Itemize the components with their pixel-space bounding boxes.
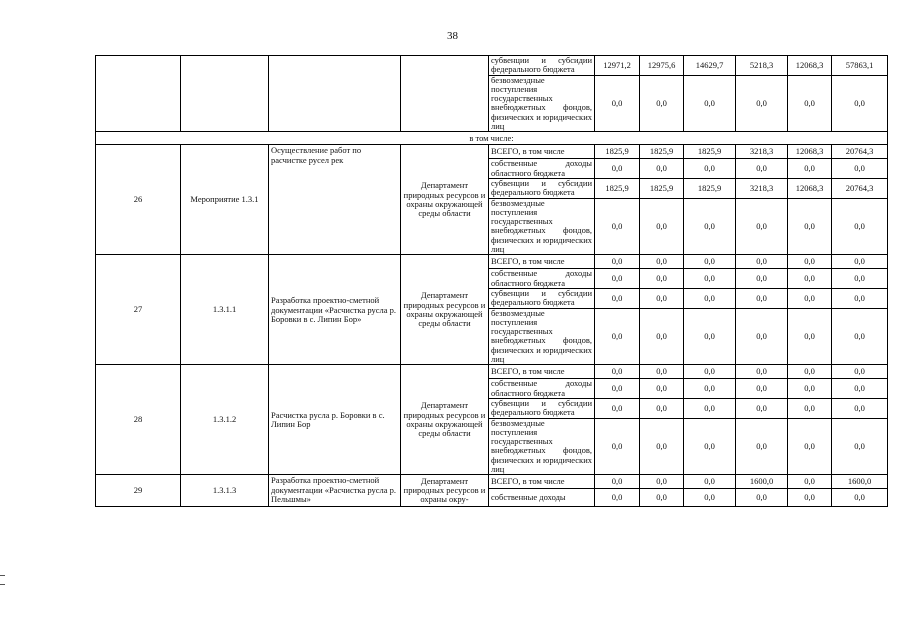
funding-source: собственные доходы областного бюджета (489, 379, 595, 399)
table-row (96, 475, 888, 489)
table-cell-value: 0,0 (640, 365, 684, 379)
table-cell-value: 12068,3 (788, 56, 832, 76)
item-department: Департамент природных ресурсов и охраны окружающей среды области (401, 145, 489, 255)
table-cell-value: 1825,9 (684, 178, 736, 198)
table-cell-value: 0,0 (832, 418, 888, 475)
table-cell-value: 0,0 (595, 255, 640, 269)
table-cell-value: 57863,1 (832, 56, 888, 76)
table-cell-value: 0,0 (595, 308, 640, 365)
edge-mark (0, 575, 5, 585)
item-department: Департамент природных ресурсов и охраны окружающей среды области (401, 365, 489, 475)
number-cell (96, 56, 181, 132)
table-cell-value: 1600,0 (736, 475, 788, 489)
table-cell-value: 0,0 (684, 398, 736, 418)
table-cell-value: 0,0 (684, 308, 736, 365)
table-cell-value: 0,0 (788, 255, 832, 269)
table-cell-value: 0,0 (640, 269, 684, 289)
table-cell-value: 0,0 (684, 288, 736, 308)
table-cell-value: 0,0 (788, 475, 832, 489)
funding-source: субвенции и субсидии федерального бюджета (489, 56, 595, 76)
table-cell-value: 0,0 (788, 198, 832, 255)
table-cell-value: 0,0 (684, 75, 736, 132)
table-row (96, 365, 888, 379)
table-cell-value: 3218,3 (736, 145, 788, 159)
table-cell-value: 12971,2 (595, 56, 640, 76)
item-number: 27 (96, 255, 181, 365)
table-cell-value: 0,0 (736, 398, 788, 418)
code-cell (181, 56, 269, 132)
table-row (96, 145, 888, 159)
table-cell-value: 0,0 (788, 365, 832, 379)
table-cell-value: 0,0 (595, 75, 640, 132)
budget-table (95, 55, 888, 507)
funding-source: ВСЕГО, в том числе (489, 365, 595, 379)
table-cell-value: 0,0 (684, 379, 736, 399)
item-code: 1.3.1.3 (181, 475, 269, 507)
funding-source: собственные доходы областного бюджета (489, 159, 595, 179)
funding-source: ВСЕГО, в том числе (489, 475, 595, 489)
table-cell-value: 0,0 (640, 489, 684, 507)
table-cell-value: 0,0 (736, 159, 788, 179)
funding-source: ВСЕГО, в том числе (489, 145, 595, 159)
table-cell-value: 0,0 (736, 308, 788, 365)
table-cell-value: 0,0 (788, 269, 832, 289)
item-department: Департамент природных ресурсов и охраны окружающей среды области (401, 255, 489, 365)
table-cell-value: 0,0 (736, 288, 788, 308)
table-cell-value: 0,0 (595, 288, 640, 308)
name-cell (269, 56, 401, 132)
table-cell-value: 1825,9 (595, 178, 640, 198)
table-cell-value: 3218,3 (736, 178, 788, 198)
table-cell-value: 0,0 (595, 198, 640, 255)
table-cell-value: 0,0 (736, 269, 788, 289)
funding-source: собственные доходы (489, 489, 595, 507)
item-number: 28 (96, 365, 181, 475)
table-cell-value: 0,0 (736, 365, 788, 379)
item-name: Расчистка русла р. Боровки в с. Липин Бор (269, 365, 401, 475)
table-cell-value: 1600,0 (832, 475, 888, 489)
funding-source: ВСЕГО, в том числе (489, 255, 595, 269)
table-cell-value: 0,0 (832, 365, 888, 379)
table-cell-value: 0,0 (684, 418, 736, 475)
item-number: 29 (96, 475, 181, 507)
table-cell-value: 0,0 (736, 489, 788, 507)
table-cell-value: 0,0 (684, 269, 736, 289)
funding-source: безвозмездные поступления государственных внебюджетных фондов, физических и юридических лиц (489, 418, 595, 475)
item-name: Разработка проектно-сметной документации «Расчистка русла р. Пельшмы» (269, 475, 401, 507)
table-row (96, 255, 888, 269)
table-cell-value: 0,0 (595, 475, 640, 489)
table-cell-value: 0,0 (788, 159, 832, 179)
table-cell-value: 0,0 (832, 489, 888, 507)
funding-source: безвозмездные поступления государственных внебюджетных фондов, физических и юридических лиц (489, 198, 595, 255)
table-cell-value: 0,0 (684, 475, 736, 489)
funding-source: собственные доходы областного бюджета (489, 269, 595, 289)
table-cell-value: 0,0 (640, 475, 684, 489)
funding-source: субвенции и субсидии федерального бюджета (489, 178, 595, 198)
table-cell-value: 0,0 (736, 379, 788, 399)
table-cell-value: 0,0 (736, 75, 788, 132)
table-cell-value: 12975,6 (640, 56, 684, 76)
table-cell-value: 0,0 (684, 365, 736, 379)
table-cell-value: 0,0 (595, 379, 640, 399)
table-cell-value: 12068,3 (788, 145, 832, 159)
funding-source: субвенции и субсидии федерального бюджета (489, 288, 595, 308)
table-cell-value: 0,0 (832, 255, 888, 269)
item-code: 1.3.1.1 (181, 255, 269, 365)
table-cell-value: 0,0 (736, 198, 788, 255)
item-department: Департамент природных ресурсов и охраны окру- (401, 475, 489, 507)
table-cell-value: 0,0 (684, 159, 736, 179)
funding-source: безвозмездные поступления государственных внебюджетных фондов, физических и юридических лиц (489, 75, 595, 132)
table-cell-value: 20764,3 (832, 178, 888, 198)
table-cell-value: 0,0 (640, 288, 684, 308)
table-cell-value: 0,0 (640, 198, 684, 255)
item-name: Разработка проектно-сметной документации «Расчистка русла р. Боровки в с. Липин Бор» (269, 255, 401, 365)
item-name: Осуществление работ по расчистке русел рек (269, 145, 401, 255)
table-cell-value: 0,0 (832, 269, 888, 289)
table-cell-value: 0,0 (832, 379, 888, 399)
table-cell-value: 5218,3 (736, 56, 788, 76)
table-cell-value: 0,0 (788, 418, 832, 475)
table-cell-value: 0,0 (595, 418, 640, 475)
dept-cell (401, 56, 489, 132)
funding-source: субвенции и субсидии федерального бюджета (489, 398, 595, 418)
table-cell-value: 0,0 (595, 159, 640, 179)
table-cell-value: 0,0 (788, 308, 832, 365)
table-cell-value: 0,0 (640, 398, 684, 418)
table-cell-value: 0,0 (832, 159, 888, 179)
table-cell-value: 0,0 (832, 198, 888, 255)
table-cell-value: 1825,9 (640, 145, 684, 159)
table-cell-value: 0,0 (684, 489, 736, 507)
table-cell-value: 12068,3 (788, 178, 832, 198)
table-cell-value: 0,0 (736, 255, 788, 269)
table-row (96, 56, 888, 76)
section-row (96, 132, 888, 145)
table-cell-value: 0,0 (595, 489, 640, 507)
section-label: в том числе: (96, 132, 888, 145)
table-cell-value: 0,0 (832, 75, 888, 132)
table-cell-value: 0,0 (684, 198, 736, 255)
table-cell-value: 0,0 (788, 489, 832, 507)
table-cell-value: 1825,9 (640, 178, 684, 198)
item-code: Мероприятие 1.3.1 (181, 145, 269, 255)
table-cell-value: 0,0 (832, 288, 888, 308)
funding-source: безвозмездные поступления государственных внебюджетных фондов, физических и юридических лиц (489, 308, 595, 365)
table-cell-value: 1825,9 (595, 145, 640, 159)
table-cell-value: 0,0 (595, 398, 640, 418)
table-cell-value: 14629,7 (684, 56, 736, 76)
table-cell-value: 0,0 (640, 75, 684, 132)
item-number: 26 (96, 145, 181, 255)
table-cell-value: 0,0 (832, 398, 888, 418)
table-cell-value: 0,0 (595, 365, 640, 379)
table-cell-value: 0,0 (595, 269, 640, 289)
table-cell-value: 0,0 (832, 308, 888, 365)
table-cell-value: 0,0 (788, 379, 832, 399)
table-cell-value: 20764,3 (832, 145, 888, 159)
table-cell-value: 1825,9 (684, 145, 736, 159)
table-cell-value: 0,0 (640, 418, 684, 475)
table-cell-value: 0,0 (684, 255, 736, 269)
table-cell-value: 0,0 (640, 379, 684, 399)
table-cell-value: 0,0 (788, 398, 832, 418)
table-cell-value: 0,0 (788, 288, 832, 308)
table-cell-value: 0,0 (736, 418, 788, 475)
page-number: 38 (447, 30, 458, 42)
item-code: 1.3.1.2 (181, 365, 269, 475)
table-cell-value: 0,0 (640, 308, 684, 365)
table-cell-value: 0,0 (640, 255, 684, 269)
table-cell-value: 0,0 (640, 159, 684, 179)
table-cell-value: 0,0 (788, 75, 832, 132)
